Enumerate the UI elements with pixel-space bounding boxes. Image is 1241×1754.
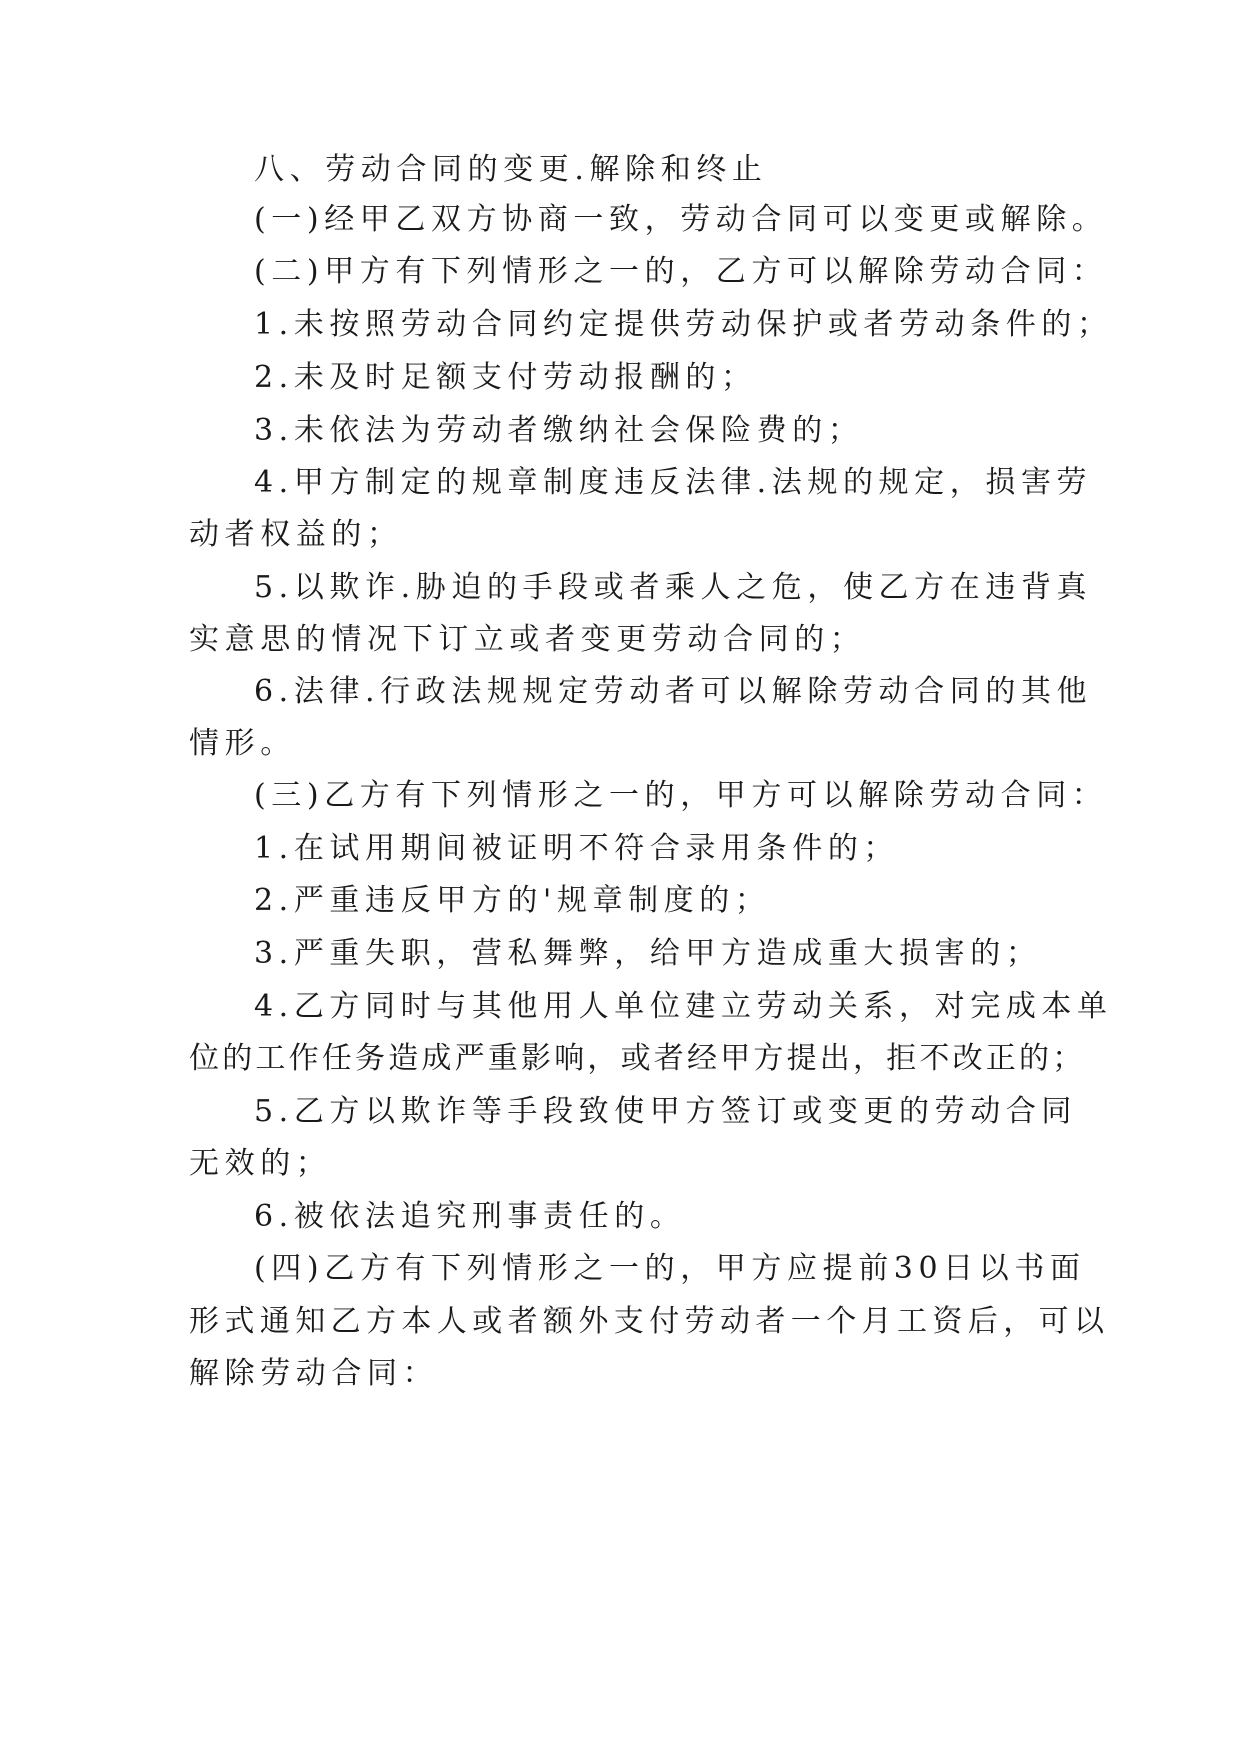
paragraph-line: 形式通知乙方本人或者额外支付劳动者一个月工资后，可以 [189,1304,1110,1339]
paragraph-line: (一)经甲乙双方协商一致，劳动合同可以变更或解除。 [254,202,1108,237]
paragraph-line: (四)乙方有下列情形之一的，甲方应提前30日以书面 [254,1251,1086,1286]
list-item: 3.严重失职，营私舞弊，给甲方造成重大损害的； [254,936,1042,971]
paragraph-line: (二)甲方有下列情形之一的，乙方可以解除劳动合同： [254,254,1108,289]
list-item: 6.被依法追究刑事责任的。 [254,1199,686,1234]
list-item: 5.乙方以欺诈等手段致使甲方签订或变更的劳动合同 [254,1094,1078,1129]
section-heading: 八、劳动合同的变更.解除和终止 [254,152,768,187]
list-item-continuation: 无效的； [189,1146,332,1181]
list-item: 2.未及时足额支付劳动报酬的； [254,360,757,395]
list-item: 1.未按照劳动合同约定提供劳动保护或者劳动条件的； [254,307,1113,342]
list-item: 2.严重违反甲方的'规章制度的； [254,883,771,918]
list-item: 1.在试用期间被证明不符合录用条件的； [254,831,900,866]
list-item-continuation: 实意思的情况下订立或者变更劳动合同的； [189,622,866,657]
paragraph-line: (三)乙方有下列情形之一的，甲方可以解除劳动合同： [254,778,1108,813]
list-item: 4.乙方同时与其他用人单位建立劳动关系，对完成本单 [254,989,1113,1024]
list-item-continuation: 动者权益的； [189,517,403,552]
list-item-continuation: 位的工作任务造成严重影响，或者经甲方提出，拒不改正的； [189,1041,1086,1076]
list-item: 4.甲方制定的规章制度违反法律.法规的规定，损害劳 [254,465,1093,500]
list-item: 3.未依法为劳动者缴纳社会保险费的； [254,413,864,448]
paragraph-line: 解除劳动合同： [189,1356,439,1391]
list-item: 5.以欺诈.胁迫的手段或者乘人之危，使乙方在违背真 [254,570,1093,605]
list-item: 6.法律.行政法规规定劳动者可以解除劳动合同的其他 [254,674,1093,709]
list-item-continuation: 情形。 [189,726,296,761]
